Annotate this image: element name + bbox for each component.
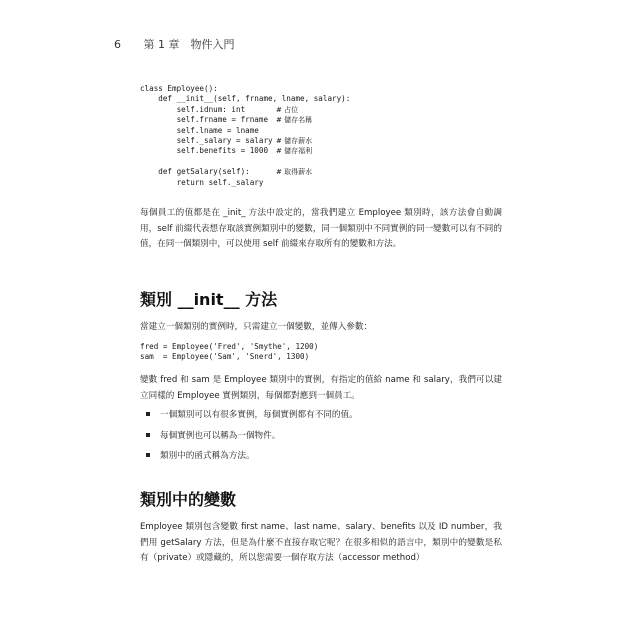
code-line <box>140 157 440 167</box>
bullet-text: 類別中的函式稱為方法。 <box>160 451 255 462</box>
bullet-item <box>140 425 358 446</box>
bullet-list <box>140 404 358 466</box>
code-comment: # 儲存名稱 <box>276 116 313 125</box>
bullet-item <box>140 404 358 425</box>
code-text: def __init__(self, frname, lname, salary): <box>140 94 351 104</box>
code-comment: # 儲存福利 <box>276 147 313 156</box>
bullet-square-icon <box>146 412 150 416</box>
code-block-employee-class <box>140 84 440 188</box>
code-text: self._salary = salary <box>140 135 273 145</box>
code-block-instances <box>140 342 460 363</box>
code-text: self.frname = frname <box>140 115 269 125</box>
code-line <box>140 126 440 136</box>
code-text: self.benefits = 1000 <box>140 146 269 156</box>
code-text: class Employee(): <box>140 84 218 93</box>
bullet-text: 一個類別可以有很多實例，每個實例都有不同的值。 <box>160 410 358 421</box>
bullet-text: 每個實例也可以稱為一個物件。 <box>160 430 281 441</box>
bullet-square-icon <box>146 433 150 437</box>
code-line <box>140 178 440 188</box>
paragraph-variables: Employee 類別包含變數 first name、last name、salary、benefits 以及 ID number，我們用 getSalary 方法，但是為什麼不直接存取它呢？在很多相似的語言中，類別中的變數是私有（private）或隱藏的，所以您需要一個存取方法（accessor method） <box>140 522 502 563</box>
paragraph-init-explanation: 每個員工的值都是在 _init_ 方法中設定的，當我們建立 Employee 類別時，該方法會自動調用，self 前綴代表想存取該實例類別中的變數，同一個類別中不同實例的同一變數可以有不同的值，在同一個類別中，可以使用 self 前綴來存取所有的變數和方法。 <box>140 208 502 249</box>
code-line <box>140 105 440 115</box>
code-line <box>140 167 440 177</box>
code-line <box>140 84 440 94</box>
code-line <box>140 94 440 104</box>
section-heading-variables: 類別中的變數 <box>140 490 237 509</box>
paragraph-create-instance: 當建立一個類別的實例時，只需建立一個變數，並傳入參數： <box>140 322 373 332</box>
page-header <box>114 36 235 52</box>
code-text: def getSalary(self): <box>140 167 250 177</box>
page-number: 6 <box>114 38 121 51</box>
paragraph-instances: 變數 fred 和 sam 是 Employee 類別中的實例，有指定的值給 name 和 salary，我們可以建立同樣的 Employee 實例類別，每個都對應到一個員工。 <box>140 375 502 401</box>
chapter-title: 第 1 章 物件入門 <box>143 38 235 51</box>
code-line <box>140 136 440 146</box>
code-line: fred = Employee('Fred', 'Smythe', 1200) <box>140 342 319 351</box>
code-comment: # 儲存薪水 <box>276 136 313 145</box>
code-comment: # 取得薪水 <box>276 168 313 177</box>
code-text: self.idnum: int <box>140 104 246 114</box>
bullet-square-icon <box>146 453 150 457</box>
bullet-item <box>140 445 358 466</box>
code-comment: # 占位 <box>276 105 299 114</box>
code-text: self.lname = lname <box>140 125 259 135</box>
section-heading-init: 類別 __init__ 方法 <box>140 290 278 309</box>
code-line <box>140 146 440 156</box>
code-line <box>140 115 440 125</box>
code-line: sam = Employee('Sam', 'Snerd', 1300) <box>140 352 310 362</box>
code-text: return self._salary <box>140 177 264 187</box>
